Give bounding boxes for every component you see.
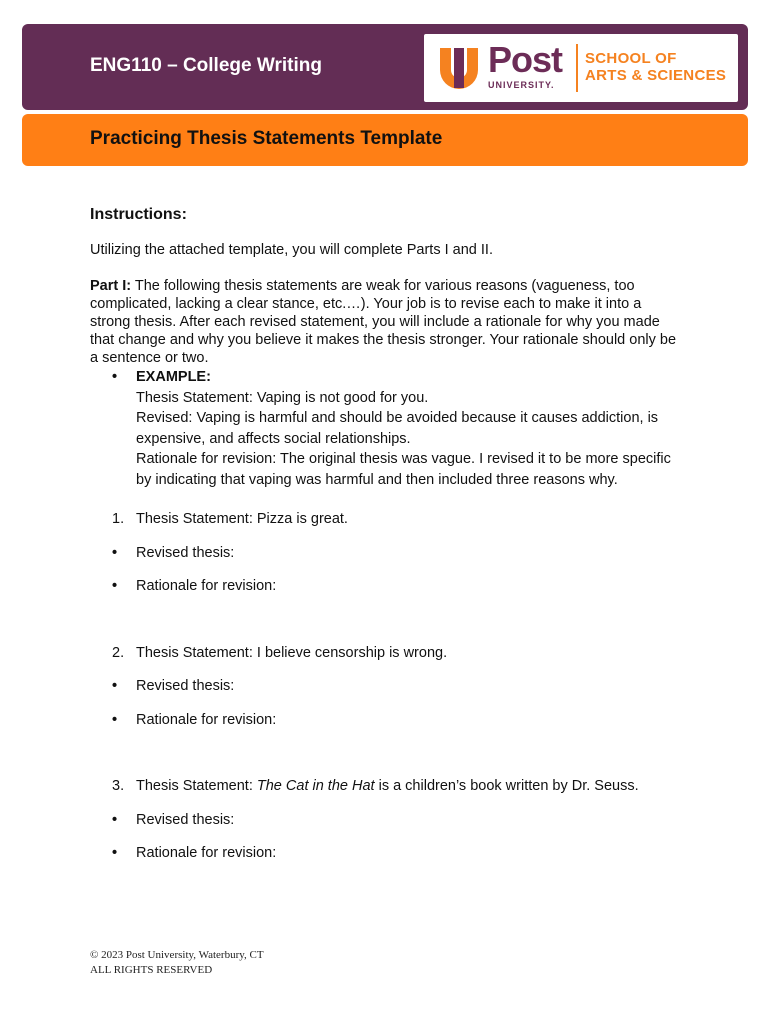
bullet-icon: •: [112, 845, 118, 861]
example-list: [90, 367, 680, 490]
bullet-icon: •: [112, 544, 118, 561]
logo-wordmark: Post: [488, 39, 563, 80]
thesis-prefix: Thesis Statement:: [136, 511, 257, 527]
copyright-text: © 2023 Post University, Waterbury, CT: [90, 949, 264, 961]
revised-thesis-field[interactable]: [90, 811, 680, 845]
bullet-icon: •: [112, 711, 118, 728]
book-title: The Cat in the Hat: [256, 778, 375, 794]
item-number: 2.: [112, 644, 125, 661]
part1-paragraph: [90, 277, 680, 367]
thesis-statement: [90, 644, 680, 678]
item-number: 1.: [112, 511, 125, 527]
course-title: ENG110 – College Writing: [90, 55, 322, 76]
revised-thesis-field[interactable]: [90, 544, 680, 578]
rationale-field[interactable]: [90, 844, 680, 878]
thesis-text: is a children’s book written by Dr. Seuss.: [374, 778, 639, 794]
post-logo-mark-icon: [438, 46, 480, 90]
thesis-statement: [90, 777, 680, 811]
instructions-heading: Instructions:: [90, 206, 187, 223]
item-number: 3.: [112, 778, 125, 794]
logo-university-text: UNIVERSITY.: [488, 80, 555, 90]
example-thesis: Thesis Statement: Vaping is not good for you.: [136, 389, 429, 406]
example-revised: Revised: Vaping is harmful and should be avoided because it causes addiction, is expensive, and affects social relationships.: [136, 410, 659, 447]
rationale-field[interactable]: [90, 577, 680, 611]
bullet-icon: •: [112, 811, 118, 828]
example-item: [90, 367, 680, 490]
revised-label: Revised thesis:: [136, 811, 235, 828]
example-rationale: Rationale for revision: The original thesis was vague. I revised it to be more specific by indicating that vaping was harmful and then included three reasons why.: [136, 451, 671, 488]
instructions-intro: Utilizing the attached template, you will complete Parts I and II.: [90, 242, 493, 258]
exercise-2: [90, 644, 680, 745]
example-label: EXAMPLE:: [136, 369, 211, 385]
document-body: [90, 206, 680, 878]
exercise-1: [90, 510, 680, 611]
thesis-prefix: Thesis Statement:: [136, 644, 257, 661]
template-banner: [22, 114, 748, 166]
thesis-statement: [90, 510, 680, 544]
thesis-prefix: Thesis Statement:: [136, 778, 257, 794]
bullet-icon: •: [112, 678, 118, 694]
exercise-3: [90, 777, 680, 878]
rationale-label: Rationale for revision:: [136, 578, 277, 594]
page-footer: [90, 948, 264, 978]
revised-thesis-field[interactable]: [90, 677, 680, 711]
thesis-text: Pizza is great.: [256, 511, 348, 527]
rationale-label: Rationale for revision:: [136, 845, 277, 861]
logo-school-text: SCHOOL OF ARTS & SCIENCES: [585, 50, 727, 84]
thesis-text: I believe censorship is wrong.: [256, 644, 448, 661]
course-header: [22, 24, 748, 110]
part1-label: Part I:: [90, 278, 132, 294]
bullet-icon: •: [112, 578, 118, 594]
revised-label: Revised thesis:: [136, 544, 235, 561]
post-university-logo: [424, 34, 738, 102]
logo-divider: [576, 44, 578, 92]
rights-text: ALL RIGHTS RESERVED: [90, 964, 213, 976]
template-title: Practicing Thesis Statements Template: [90, 128, 443, 149]
rationale-label: Rationale for revision:: [136, 711, 277, 728]
revised-label: Revised thesis:: [136, 678, 235, 694]
bullet-icon: •: [112, 369, 118, 385]
part1-text: The following thesis statements are weak for various reasons (vagueness, too complicated, lacking a clear stance, etc.…). Your job is to revise each to make it into a strong thesis. After each revised statement, you will include a rationale for why you made that change and why you believe it makes the thesis stronger. Your rationale should only be a sentence or two.: [90, 278, 677, 366]
rationale-field[interactable]: [90, 711, 680, 745]
